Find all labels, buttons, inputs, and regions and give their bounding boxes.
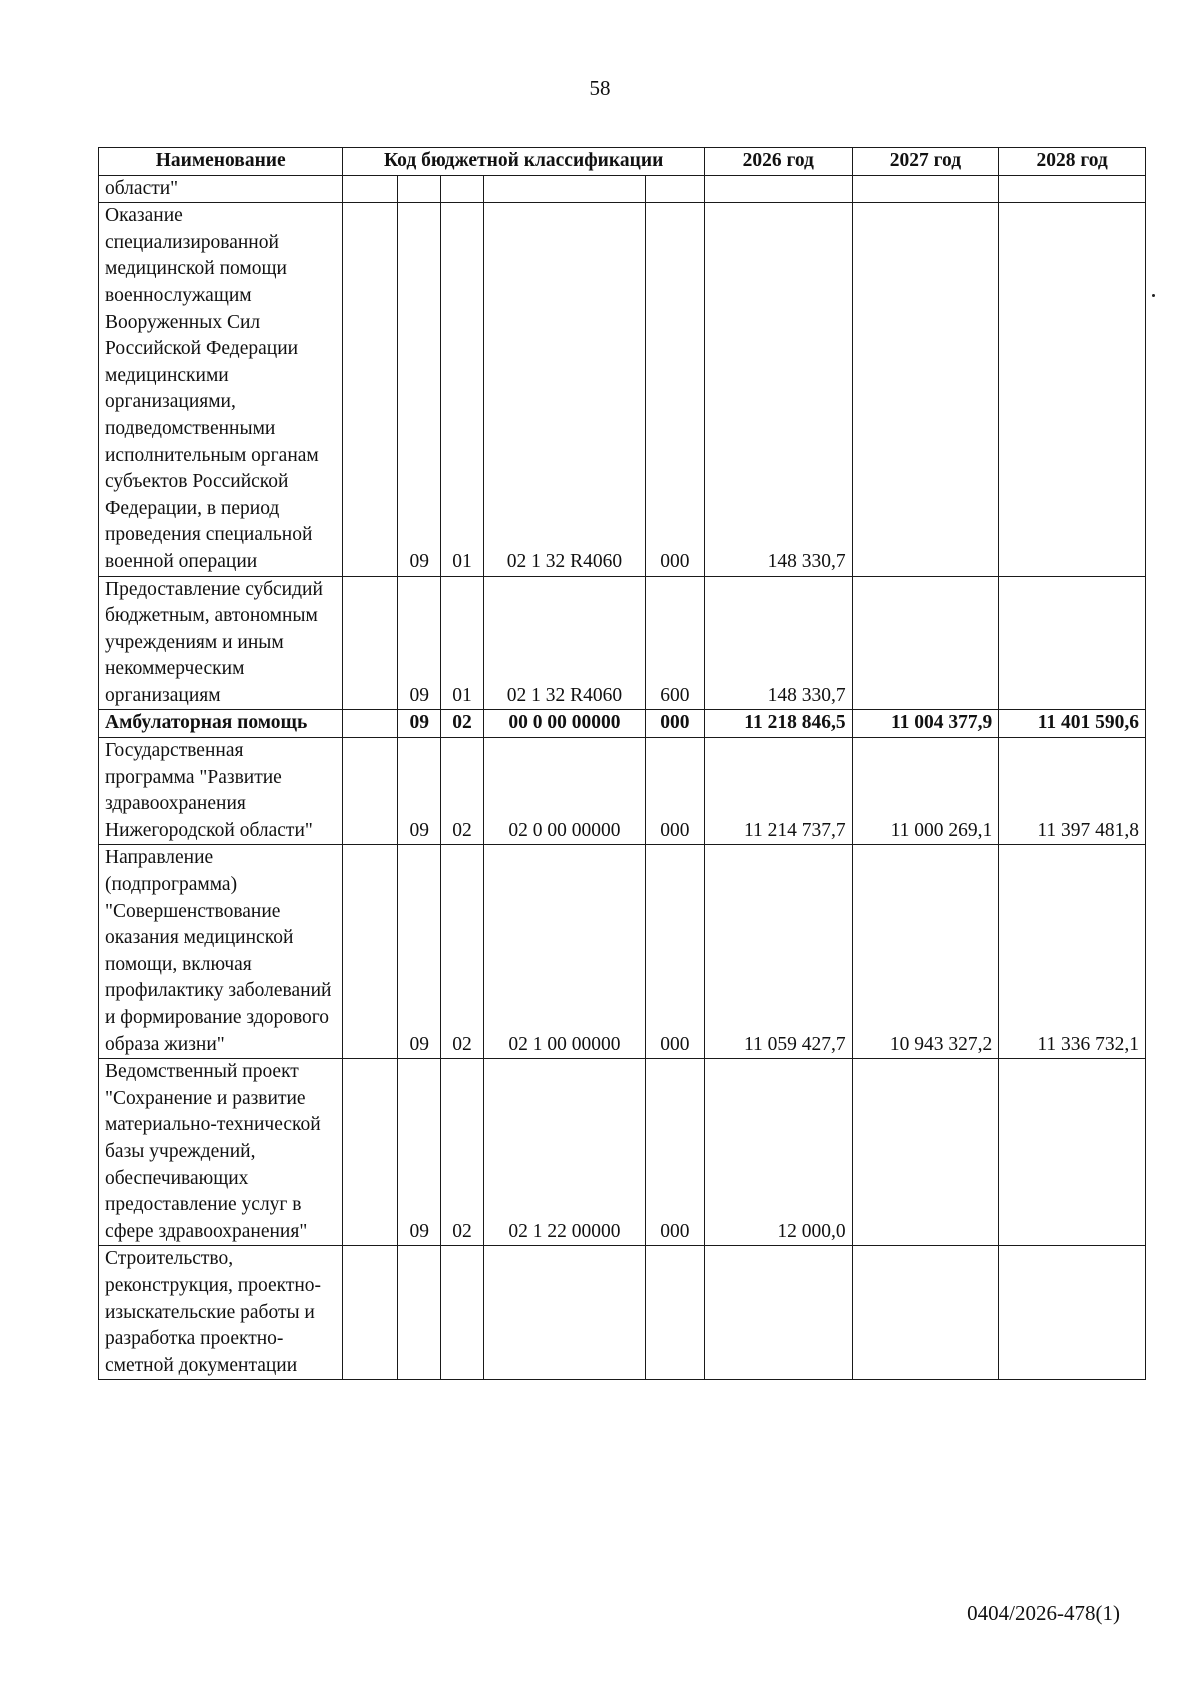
- budget-table: [98, 147, 1146, 1380]
- row-value-2028: [999, 576, 1146, 710]
- row-name: области": [99, 175, 343, 203]
- row-value-2026: 148 330,7: [704, 203, 852, 576]
- row-value-2026: [704, 175, 852, 203]
- row-expense-kind: 000: [645, 738, 704, 845]
- row-value-2027: [852, 203, 999, 576]
- row-subsection: 02: [441, 738, 484, 845]
- row-name: Государственная программа "Развитие здравоохранения Нижегородской области": [99, 738, 343, 845]
- row-empty-cell: [343, 175, 398, 203]
- row-empty-cell: [343, 710, 398, 738]
- row-value-2026: [704, 1246, 852, 1380]
- row-expense-kind: [645, 175, 704, 203]
- row-empty-cell: [343, 1059, 398, 1246]
- row-name: Строительство, реконструкция, проектно-изыскательские работы и разработка проектно-сметной документации: [99, 1246, 343, 1380]
- row-value-2028: [999, 175, 1146, 203]
- row-value-2026: 11 214 737,7: [704, 738, 852, 845]
- row-subsection: [441, 175, 484, 203]
- row-empty-cell: [343, 576, 398, 710]
- table-row-subtotal: [99, 710, 1146, 738]
- row-section: 09: [398, 576, 441, 710]
- row-value-2028: 11 397 481,8: [999, 738, 1146, 845]
- row-value-2026: 11 218 846,5: [704, 710, 852, 738]
- header-2026: 2026 год: [704, 148, 852, 176]
- row-target-code: 02 1 00 00000: [483, 845, 645, 1059]
- row-empty-cell: [343, 1246, 398, 1380]
- header-code: Код бюджетной классификации: [343, 148, 705, 176]
- row-expense-kind: 600: [645, 576, 704, 710]
- row-value-2026: 12 000,0: [704, 1059, 852, 1246]
- row-section: 09: [398, 738, 441, 845]
- row-target-code: 02 1 32 R4060: [483, 203, 645, 576]
- row-name: Ведомственный проект "Сохранение и развитие материально-технической базы учреждений, обеспечивающих предоставление услуг в сфере здравоохранения": [99, 1059, 343, 1246]
- row-value-2027: [852, 1246, 999, 1380]
- row-section: [398, 1246, 441, 1380]
- row-expense-kind: 000: [645, 1059, 704, 1246]
- row-subsection: 02: [441, 1059, 484, 1246]
- scan-speck: [1152, 294, 1155, 297]
- table-row: [99, 203, 1146, 576]
- row-name: Предоставление субсидий бюджетным, автономным учреждениям и иным некоммерческим организациям: [99, 576, 343, 710]
- header-2028: 2028 год: [999, 148, 1146, 176]
- row-expense-kind: 000: [645, 710, 704, 738]
- table-header: [99, 148, 1146, 176]
- row-value-2027: [852, 175, 999, 203]
- row-subsection: 02: [441, 710, 484, 738]
- table-row: [99, 738, 1146, 845]
- row-value-2026: 148 330,7: [704, 576, 852, 710]
- row-target-code: 00 0 00 00000: [483, 710, 645, 738]
- row-value-2027: 11 004 377,9: [852, 710, 999, 738]
- table-row: [99, 175, 1146, 203]
- row-value-2028: [999, 203, 1146, 576]
- row-section: [398, 175, 441, 203]
- row-empty-cell: [343, 738, 398, 845]
- header-2027: 2027 год: [852, 148, 999, 176]
- row-name: Направление (подпрограмма) "Совершенствование оказания медицинской помощи, включая профилактику заболеваний и формирование здорового образа жизни": [99, 845, 343, 1059]
- row-subsection: 01: [441, 576, 484, 710]
- row-expense-kind: [645, 1246, 704, 1380]
- table-row: [99, 1246, 1146, 1380]
- row-subsection: 02: [441, 845, 484, 1059]
- row-expense-kind: 000: [645, 203, 704, 576]
- row-name: Оказание специализированной медицинской помощи военнослужащим Вооруженных Сил Российской Федерации медицинскими организациями, подведомственными исполнительным органам субъектов Российской Федерации, в период проведения специальной военной операции: [99, 203, 343, 576]
- header-row: [99, 148, 1146, 176]
- row-target-code: 02 0 00 00000: [483, 738, 645, 845]
- row-name: Амбулаторная помощь: [99, 710, 343, 738]
- table-body: [99, 175, 1146, 1380]
- table-row: [99, 576, 1146, 710]
- row-value-2028: 11 336 732,1: [999, 845, 1146, 1059]
- row-expense-kind: 000: [645, 845, 704, 1059]
- header-name: Наименование: [99, 148, 343, 176]
- row-value-2028: 11 401 590,6: [999, 710, 1146, 738]
- table-row: [99, 845, 1146, 1059]
- row-value-2028: [999, 1246, 1146, 1380]
- row-value-2027: [852, 1059, 999, 1246]
- row-target-code: 02 1 22 00000: [483, 1059, 645, 1246]
- table-row: [99, 1059, 1146, 1246]
- row-section: 09: [398, 203, 441, 576]
- row-empty-cell: [343, 845, 398, 1059]
- page-number: 58: [589, 76, 611, 100]
- row-target-code: [483, 175, 645, 203]
- row-value-2026: 11 059 427,7: [704, 845, 852, 1059]
- row-subsection: [441, 1246, 484, 1380]
- row-value-2027: 11 000 269,1: [852, 738, 999, 845]
- row-subsection: 01: [441, 203, 484, 576]
- row-section: 09: [398, 710, 441, 738]
- row-target-code: 02 1 32 R4060: [483, 576, 645, 710]
- row-value-2027: [852, 576, 999, 710]
- row-section: 09: [398, 845, 441, 1059]
- document-code: 0404/2026-478(1): [967, 1601, 1120, 1625]
- row-value-2027: 10 943 327,2: [852, 845, 999, 1059]
- row-target-code: [483, 1246, 645, 1380]
- row-empty-cell: [343, 203, 398, 576]
- row-value-2028: [999, 1059, 1146, 1246]
- row-section: 09: [398, 1059, 441, 1246]
